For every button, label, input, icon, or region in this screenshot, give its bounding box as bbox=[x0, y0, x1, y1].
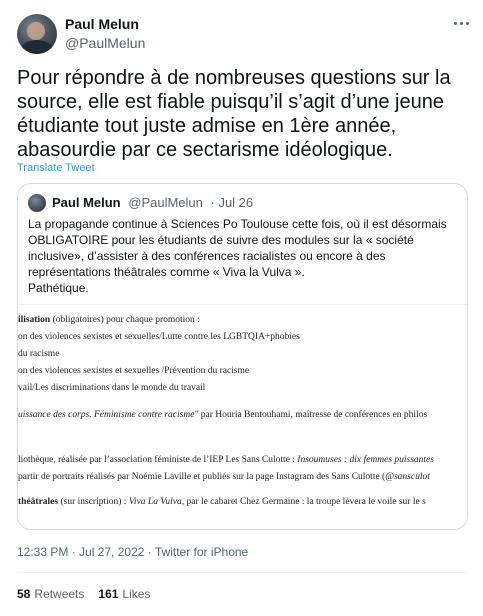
author-handle[interactable]: @PaulMelun bbox=[65, 35, 146, 51]
quoted-author-name: Paul Melun bbox=[52, 195, 121, 210]
tweet-stats bbox=[17, 587, 150, 601]
doc-line: liothèque, réalisée par l’association féministe de l’IEP Les Sans Culotte : Insoumuses : dix femmes puissantes bbox=[18, 455, 434, 465]
tweet-text: Pour répondre à de nombreuses questions sur la source, elle est fiable puisqu’il s’agit d’une jeune étudiante tout juste admise en 1ère année, abasourdie par ce sectarisme idéologique. bbox=[17, 67, 451, 161]
author-name[interactable]: Paul Melun bbox=[65, 16, 139, 32]
more-horizontal-icon[interactable] bbox=[451, 16, 471, 30]
quoted-author-handle: @PaulMelun bbox=[128, 195, 203, 210]
doc-line: vail/Les discriminations dans le monde du travail bbox=[18, 383, 206, 393]
doc-line: uissance des corps. Féminisme contre racisme" par Houria Bentouhami, maîtresse de conférences en philos bbox=[18, 410, 428, 420]
quoted-tweet-date: · Jul 26 bbox=[210, 195, 254, 210]
quoted-tweet-text bbox=[28, 216, 460, 296]
retweets-stat[interactable]: 58 Retweets bbox=[17, 587, 85, 601]
quoted-author-avatar bbox=[28, 194, 46, 212]
quoted-text-paragraph: Pathétique. bbox=[28, 281, 89, 295]
doc-line: on des violences sexistes et sexuelles /Prévention du racisme bbox=[18, 366, 250, 376]
quoted-tweet-header bbox=[52, 195, 253, 210]
doc-line: théâtrales (sur inscription) : Viva La Vulva, par le cabaret Chez Germaine : la troupe lèvera le voile sur le s bbox=[18, 497, 426, 507]
likes-stat[interactable]: 161 Likes bbox=[98, 587, 151, 601]
quoted-text-paragraph: La propagande continue à Sciences Po Toulouse cette fois, où il est désormais OBLIGATOIRE pour les étudiants de suivre des modules sur la « société inclusive», d’assister à des conférences racialistes ou encore à des représentations théâtrales comme « Viva la Vulva ». bbox=[28, 217, 447, 279]
doc-line: du racisme bbox=[18, 349, 60, 359]
divider bbox=[17, 572, 467, 573]
tweet-timestamp[interactable]: 12:33 PM · Jul 27, 2022 · Twitter for iPhone bbox=[17, 545, 249, 559]
doc-line: on des violences sexistes et sexuelles/Lutte contre les LGBTQIA+phobies bbox=[18, 332, 300, 342]
doc-line: ilisation (obligatoires) pour chaque promotion : bbox=[18, 315, 200, 325]
quoted-tweet[interactable] bbox=[17, 183, 468, 530]
translate-tweet-link[interactable]: Translate Tweet bbox=[17, 162, 95, 174]
author-avatar[interactable] bbox=[17, 14, 57, 54]
quoted-tweet-image[interactable] bbox=[18, 304, 468, 530]
doc-line: partir de portraits réalisés par Noémie Laville et publiés sur la page Instagram des Sans Culotte (@sansculot bbox=[18, 472, 430, 482]
